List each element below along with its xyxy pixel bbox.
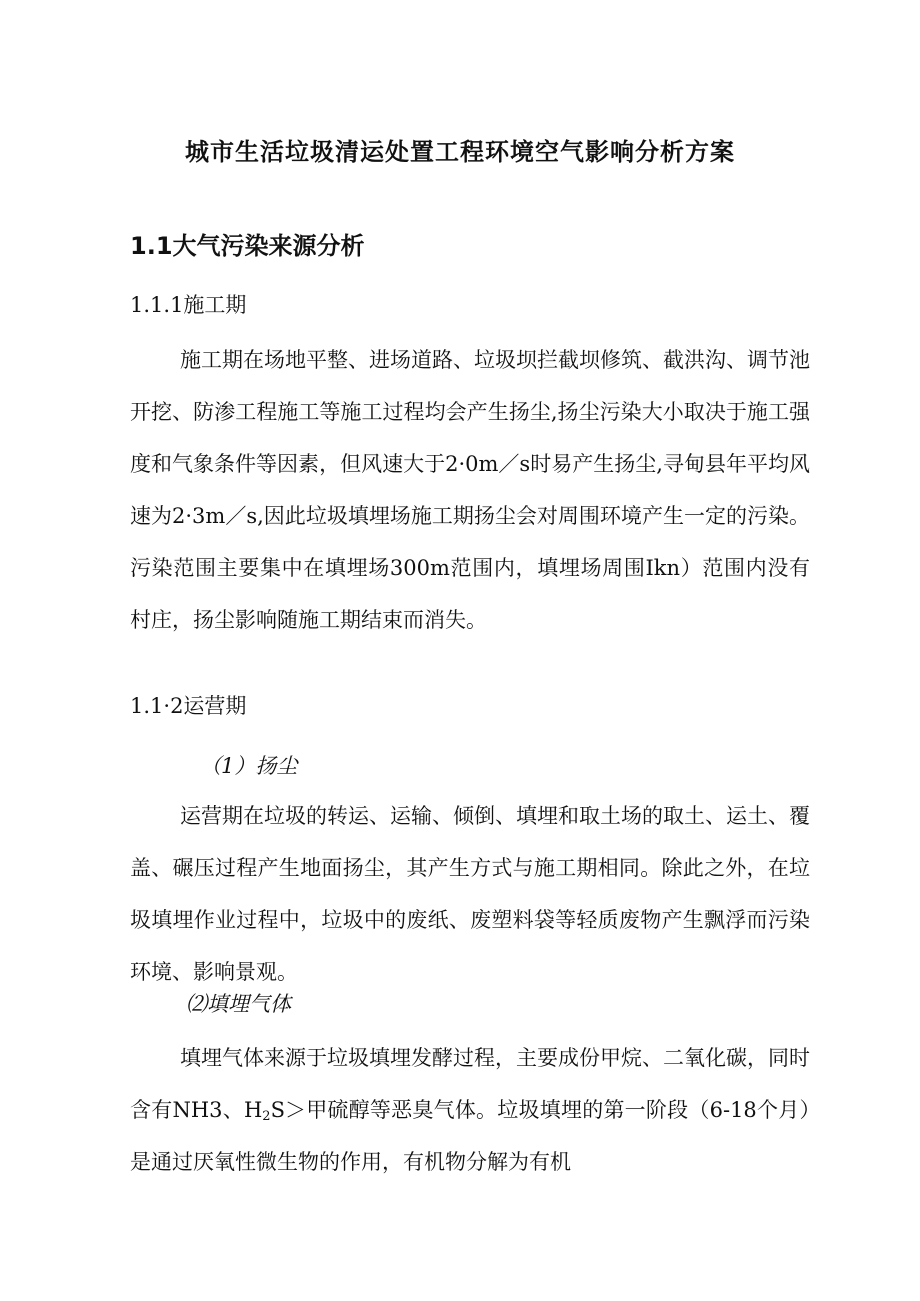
- section-heading-1-1: 1.1大气污染来源分析: [130, 232, 365, 260]
- subscript-2: 2: [262, 1109, 271, 1124]
- subheading-landfill-gas: ⑵填埋气体: [186, 992, 291, 1016]
- section-heading-1-1-2: 1.1·2运营期: [130, 694, 247, 718]
- subheading-dust: （1）扬尘: [200, 754, 298, 778]
- paragraph-landfill-gas: [130, 1032, 810, 1188]
- section-heading-1-1-1: 1.1.1施工期: [130, 293, 247, 317]
- paragraph-operation-dust: 运营期在垃圾的转运、运输、倾倒、填埋和取土场的取土、运土、覆盖、碾压过程产生地面扬尘，其产生方式与施工期相同。除此之外，在垃圾填埋作业过程中，垃圾中的废纸、废塑料袋等轻质废物产生飘浮而污染环境、影响景观。: [130, 804, 810, 984]
- paragraph-construction-period: 施工期在场地平整、进场道路、垃圾坝拦截坝修筑、截洪沟、调节池开挖、防渗工程施工等施工过程均会产生扬尘,扬尘污染大小取决于施工强度和气象条件等因素，但风速大于2·0m／s时易产生扬尘,寻甸县年平均风速为2·3m／s,因此垃圾填埋场施工期扬尘会对周围环境产生一定的污染。污染范围主要集中在填埋场300m范围内，填埋场周围Ikn）范围内没有村庄，扬尘影响随施工期结束而消失。: [130, 348, 810, 632]
- document-title: 城市生活垃圾清运处置工程环境空气影响分析方案: [185, 138, 735, 166]
- gas-text-part-1: 填埋气体来源于垃圾填埋发酵过程，主要成份甲烷、二氧化碳，同时含有NH3、H: [130, 1046, 810, 1122]
- gas-text-part-2: S＞甲硫醇等恶臭气体。垃圾填埋的第一阶段（6-18个月）是通过厌氧性微生物的作用，有机物分解为有机: [130, 1098, 810, 1174]
